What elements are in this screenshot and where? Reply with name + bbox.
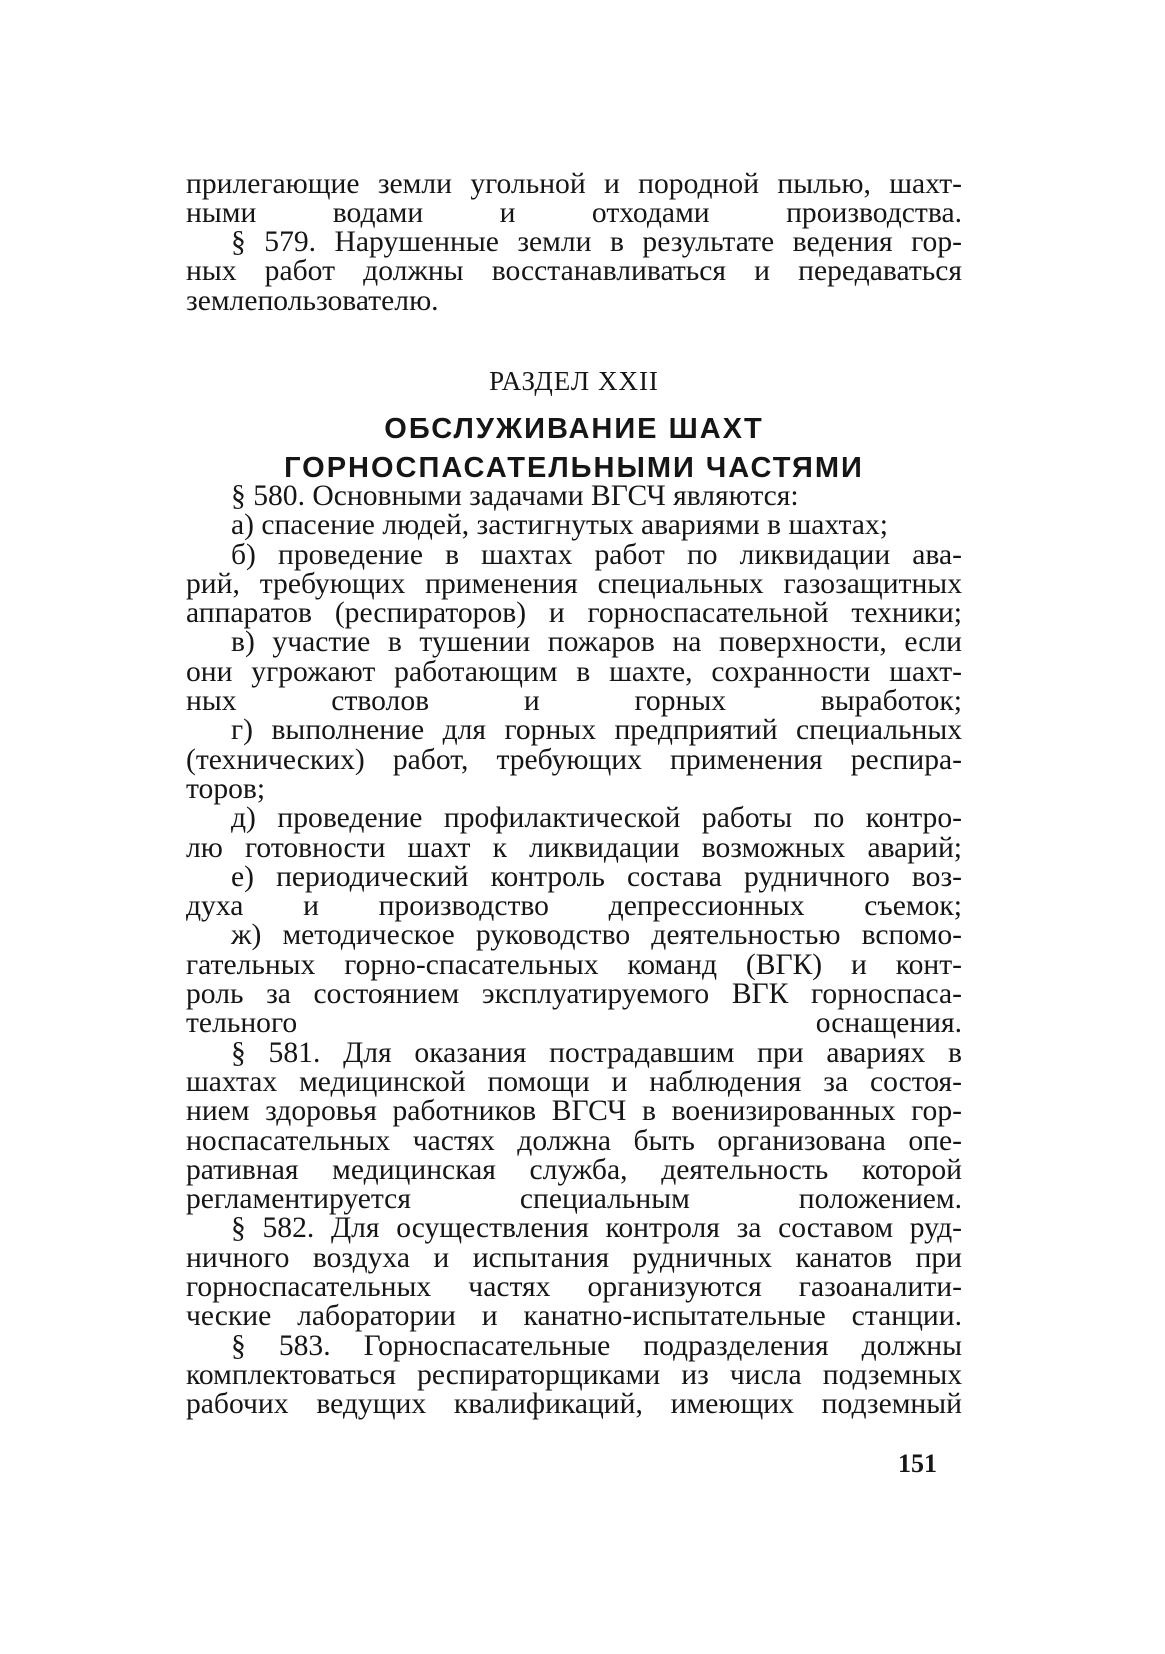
list-item-g: г) выполнение для горных предприятий специальных (технических) работ, требующих применения респира- торов; <box>186 714 962 805</box>
list-item-a: а) спасение людей, застигнутых авариями в шахтах; <box>231 509 888 542</box>
list-item-zh: ж) методическое руководство деятельностью вспомо- гательных горно-спасательных команд (ВГК) и конт- роль за состоянием эксплуатируемого ВГК горноспаса- тельного оснащения. <box>186 919 962 1040</box>
list-item-e: е) периодический контроль состава рудничного воз- духа и производство депрессионных съемок; <box>186 860 962 923</box>
section-body <box>186 482 962 1420</box>
page-number: 151 <box>898 1449 937 1478</box>
intro-text-block <box>186 170 962 229</box>
continuation-paragraph: прилегающие земли угольной и породной пылью, шахт- ными водами и отходами производства. <box>186 168 962 230</box>
list-item-d: д) проведение профилактической работы по контро- лю готовности шахт к ликвидации возможных аварий; <box>186 802 962 864</box>
list-item-v: в) участие в тушении пожаров на поверхности, если они угрожают работающим в шахте, сохранности шахт- ных стволов и горных выработок; <box>186 626 962 718</box>
paragraph-581: § 581. Для оказания пострадавшим при авариях в шахтах медицинской помощи и наблюдения за состоя- нием здоровья работников ВГСЧ в военизированных гор- носпасательных частях должна быть организована опе- ративная медицинская служба, деятельность которой регламентируется специальным положением. <box>186 1036 962 1216</box>
paragraph-583: § 583. Горноспасательные подразделения должны комплектоваться респираторщиками из числа подземных рабочих ведущих квалификаций, имеющих подземный <box>186 1329 962 1421</box>
paragraph-580-intro: § 580. Основными задачами ВГСЧ являются: <box>231 480 799 512</box>
paragraph-579: § 579. Нарушенные земли в результате ведения гор- ных работ должны восстанавливаться и передаваться землепользователю. <box>186 226 962 317</box>
section-title: ОБСЛУЖИВАНИЕ ШАХТ ГОРНОСПАСАТЕЛЬНЫМИ ЧАСТЯМИ <box>284 413 864 484</box>
paragraph-582: § 582. Для осуществления контроля за составом руд- ничного воздуха и испытания рудничных канатов при горноспасательных частях организуются газоаналити- ческие лаборатории и канатно-испытательные станции. <box>186 1212 962 1333</box>
list-item-b: б) проведение в шахтах работ по ликвидации ава- рий, требующих применения специальных газозащитных аппаратов (респираторов) и горноспасательной техники; <box>186 538 962 630</box>
section-label: РАЗДЕЛ XXII <box>489 366 659 396</box>
